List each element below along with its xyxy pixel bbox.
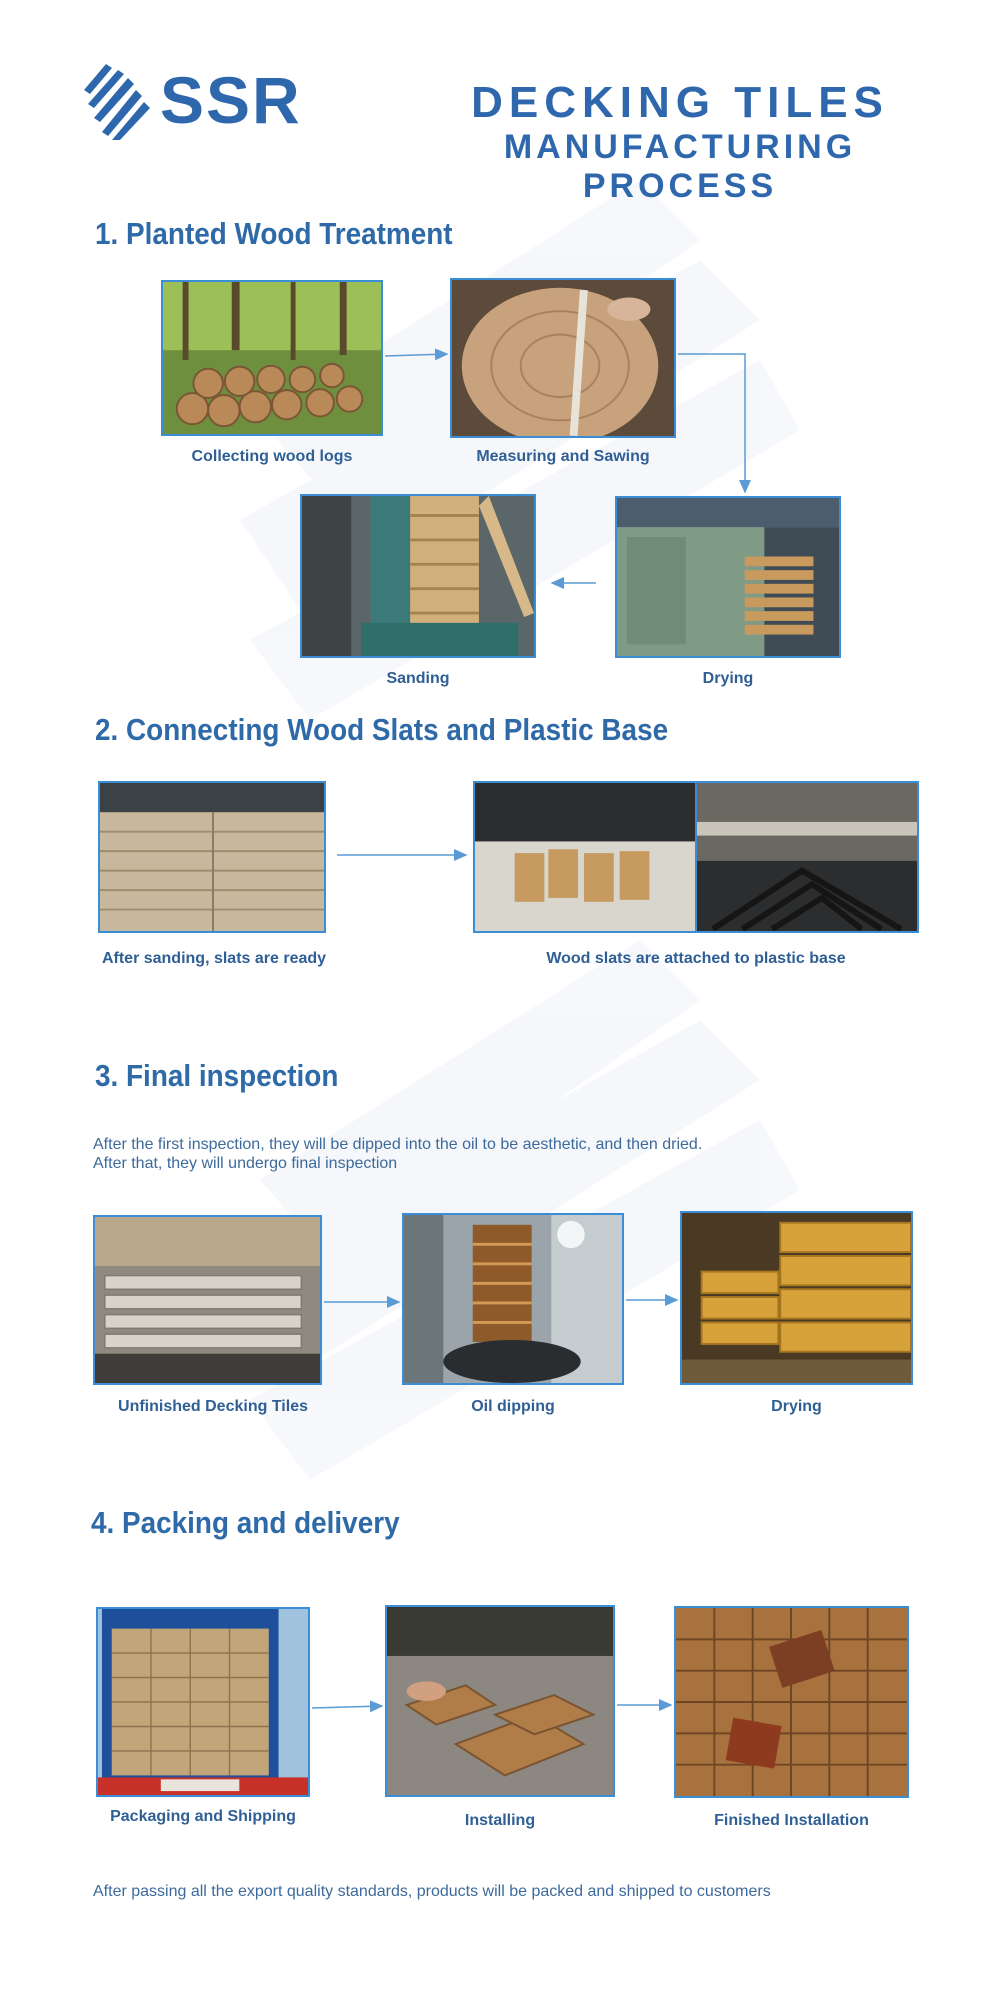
section-3-title: 3. Final inspection — [95, 1058, 339, 1093]
photo-attaching-base — [473, 781, 919, 933]
caption-measuring-sawing: Measuring and Sawing — [476, 448, 650, 465]
section-3-description-line-2: After that, they will undergo final inspection — [93, 1155, 398, 1172]
section-4-footer: After passing all the export quality standards, products will be packed and shipped to customers — [93, 1883, 771, 1900]
arrow-packaging-to-installing — [312, 1706, 382, 1708]
section-1-title: 1. Planted Wood Treatment — [95, 216, 453, 251]
photo-packaging-shipping — [96, 1607, 310, 1797]
caption-drying-tiles: Drying — [771, 1398, 822, 1415]
arrow-measuring-to-drying — [678, 354, 745, 492]
caption-finished-installation: Finished Installation — [714, 1812, 869, 1829]
section-3-description — [93, 1135, 953, 1173]
photo-sanding — [300, 494, 536, 658]
photo-oil-dipping — [402, 1213, 624, 1385]
ssr-logo — [78, 60, 318, 140]
caption-slats-ready: After sanding, slats are ready — [101, 950, 327, 967]
photo-drying-tiles — [680, 1211, 913, 1385]
photo-slats-ready — [98, 781, 326, 933]
section-4-title: 4. Packing and delivery — [91, 1505, 400, 1540]
page-title: DECKING TILES — [471, 78, 889, 127]
caption-collecting-logs: Collecting wood logs — [191, 448, 353, 465]
brand-name: SSR — [160, 63, 302, 137]
section-3-description-line-1: After the first inspection, they will be dipped into the oil to be aesthetic, and then dried. — [93, 1136, 703, 1153]
page-subtitle: MANUFACTURING PROCESS — [503, 128, 857, 205]
caption-packaging-shipping: Packaging and Shipping — [110, 1808, 296, 1825]
zebra-stripes-icon — [78, 60, 158, 140]
caption-unfinished-tiles: Unfinished Decking Tiles — [118, 1398, 308, 1415]
photo-collecting-logs — [161, 280, 383, 436]
caption-sanding: Sanding — [386, 670, 450, 687]
caption-installing: Installing — [464, 1812, 536, 1829]
caption-drying: Drying — [702, 670, 754, 687]
photo-installing — [385, 1605, 615, 1797]
photo-unfinished-tiles — [93, 1215, 322, 1385]
photo-drying-kiln — [615, 496, 841, 658]
arrow-logs-to-measuring — [385, 354, 447, 356]
photo-measuring-sawing — [450, 278, 676, 438]
caption-attaching-base: Wood slats are attached to plastic base — [546, 950, 846, 967]
section-2-title: 2. Connecting Wood Slats and Plastic Base — [95, 712, 669, 747]
caption-oil-dipping: Oil dipping — [471, 1398, 555, 1415]
photo-finished-installation — [674, 1606, 909, 1798]
